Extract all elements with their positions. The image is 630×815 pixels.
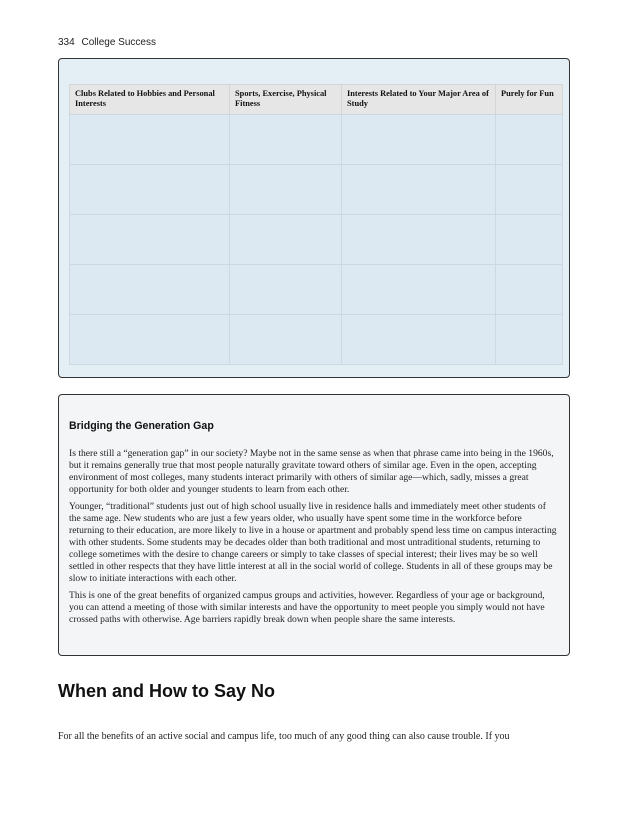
activity-table-panel xyxy=(58,58,570,378)
table-cell xyxy=(496,115,563,165)
table-cell xyxy=(70,315,230,365)
table-header-row xyxy=(70,85,563,115)
table-cell xyxy=(230,165,342,215)
column-header: Clubs Related to Hobbies and Personal Interests xyxy=(70,85,230,115)
page-header xyxy=(58,37,156,48)
feature-paragraph: This is one of the great benefits of organized campus groups and activities, however. Regardless of your age or background, you can attend a meeting of those with similar interests and have the opportunity to meet people you simply would not have crossed paths with otherwise. Age barriers rapidly break down when people share the same interests. xyxy=(69,590,545,625)
activity-table xyxy=(69,84,563,365)
column-header: Sports, Exercise, Physical Fitness xyxy=(230,85,342,115)
table-cell xyxy=(342,215,496,265)
table-row xyxy=(70,115,563,165)
table-cell xyxy=(342,315,496,365)
table-cell xyxy=(342,115,496,165)
table-cell xyxy=(70,115,230,165)
table-cell xyxy=(496,265,563,315)
table-cell xyxy=(342,265,496,315)
table-cell xyxy=(496,215,563,265)
column-header: Interests Related to Your Major Area of Study xyxy=(342,85,496,115)
feature-box xyxy=(58,394,570,656)
table-cell xyxy=(496,165,563,215)
feature-paragraph: Is there still a “generation gap” in our society? Maybe not in the same sense as when that phrase came into being in the 1960s, but it remains generally true that most people naturally gravitate toward others of similar age. Even in the open, accepting environment of most colleges, many students interact primarily with others of similar age—which, sadly, misses a great opportunity for both older and younger students to learn from each other. xyxy=(69,448,554,495)
table-row xyxy=(70,165,563,215)
table-cell xyxy=(70,265,230,315)
table-body xyxy=(70,115,563,365)
table-row xyxy=(70,315,563,365)
column-header: Purely for Fun xyxy=(496,85,563,115)
table-row xyxy=(70,265,563,315)
table-cell xyxy=(230,315,342,365)
table-cell xyxy=(342,165,496,215)
page-number: 334 xyxy=(58,37,75,48)
table-cell xyxy=(230,115,342,165)
table-row xyxy=(70,215,563,265)
table-cell xyxy=(70,215,230,265)
table-cell xyxy=(496,315,563,365)
table-cell xyxy=(70,165,230,215)
body-paragraph: For all the benefits of an active social and campus life, too much of any good thing can also cause trouble. If you xyxy=(58,731,510,742)
section-heading: When and How to Say No xyxy=(58,681,276,701)
feature-title: Bridging the Generation Gap xyxy=(69,420,214,432)
table-cell xyxy=(230,215,342,265)
feature-paragraph: Younger, “traditional” students just out of high school usually live in residence halls and immediately meet other students of the same age. New students who are just a few years older, who usually have spent some time in the workforce before returning to their education, are more likely to live in a house or apartment and probably spend less time on campus interacting with other students. Some students may be decades older than both traditional and most untraditional students, returning to college sometimes with the desire to change careers or simply to take classes of special interest; their lives may be so well settled in other respects that they have little interest at all in the social world of college. Students in all of these groups may be slow to initiate interactions with each other. xyxy=(69,501,557,584)
table-cell xyxy=(230,265,342,315)
book-title: College Success xyxy=(81,37,156,48)
